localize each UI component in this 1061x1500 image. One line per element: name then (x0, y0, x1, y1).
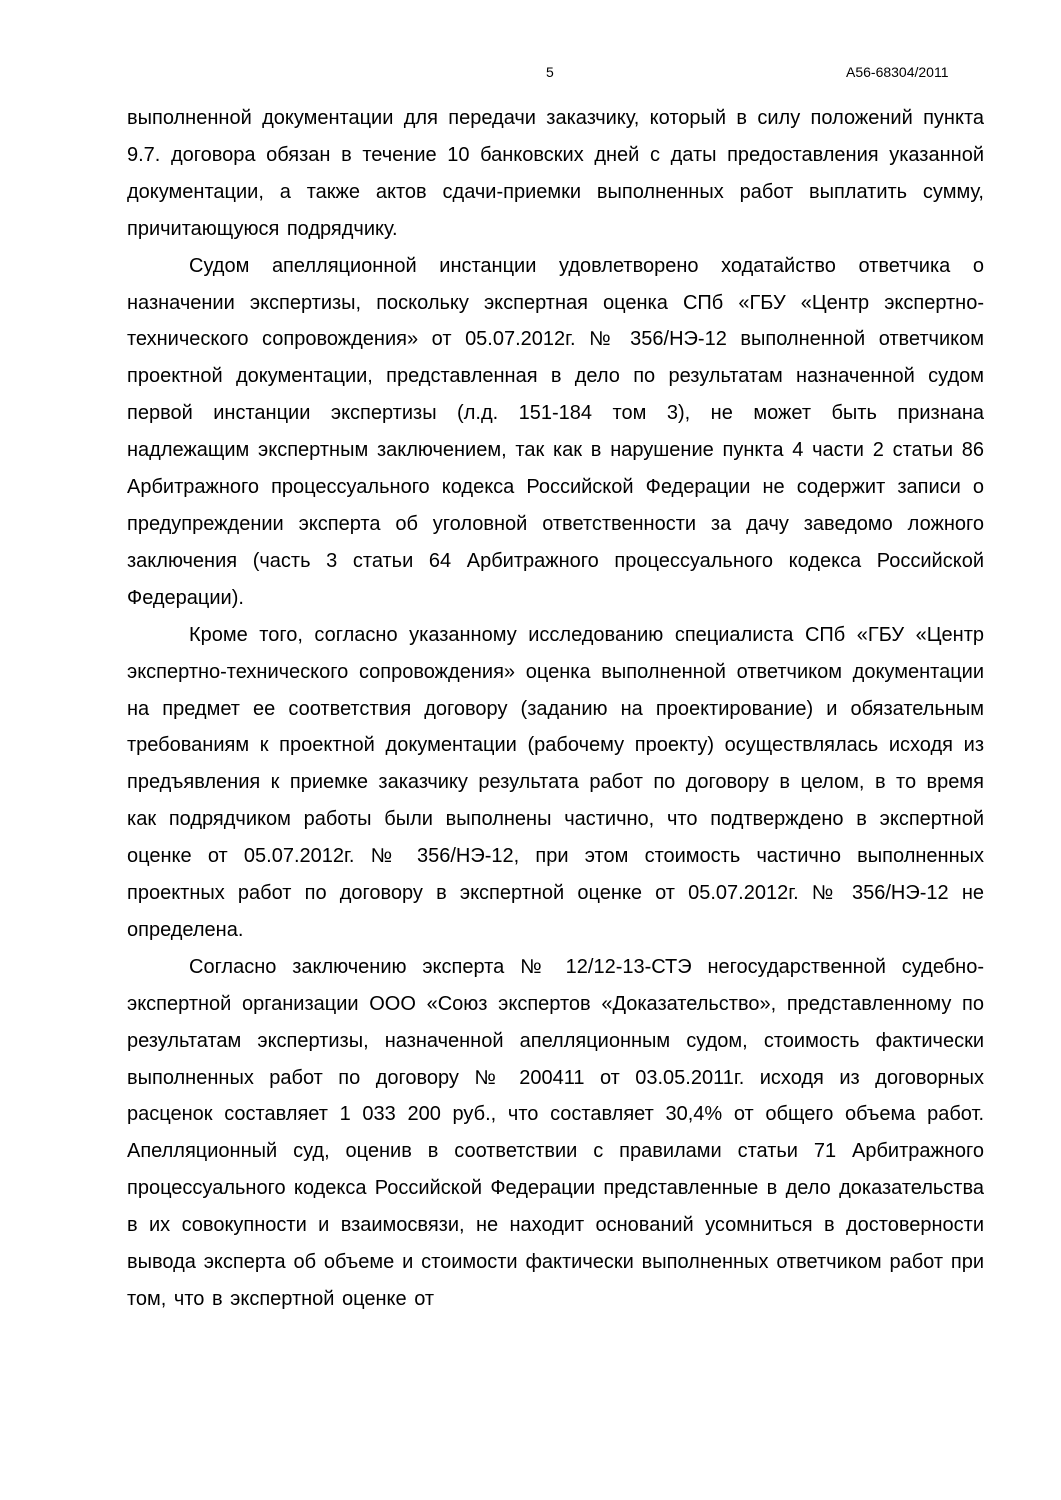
paragraph-specialist-study: Кроме того, согласно указанному исследованию специалиста СПб «ГБУ «Центр экспертно-технического сопровождения» оценка выполненной ответчиком документации на предмет ее соответствия договору (заданию на проектирование) и обязательным требованиям к проектной документации (рабочему проекту) осуществлялась исходя из предъявления к приемке заказчику результата работ по договору в целом, в то время как подрядчиком работы были выполнены частично, что подтверждено в экспертной оценке от 05.07.2012г. № 356/НЭ-12, при этом стоимость частично выполненных проектных работ по договору в экспертной оценке от 05.07.2012г. № 356/НЭ-12 не определена. (127, 623, 984, 941)
page-number: 5 (546, 64, 554, 80)
paragraph-continuation: выполненной документации для передачи заказчику, который в силу положений пункта 9.7. договора обязан в течение 10 банковских дней с даты предоставления указанной документации, а также актов сдачи-приемки выполненных работ выплатить сумму, причитающуюся подрядчику. (127, 107, 984, 240)
paragraph-expertise-motion: Судом апелляционной инстанции удовлетворено ходатайство ответчика о назначении экспертизы, поскольку экспертная оценка СПб «ГБУ «Центр экспертно-технического сопровождения» от 05.07.2012г. № 356/НЭ-12 выполненной ответчиком проектной документации, представленная в дело по результатам назначенной судом первой инстанции экспертизы (л.д. 151-184 том 3), не может быть признана надлежащим экспертным заключением, так как в нарушение пункта 4 части 2 статьи 86 Арбитражного процессуального кодекса Российской Федерации не содержит записи о предупреждении эксперта об уголовной ответственности за дачу заведомо ложного заключения (часть 3 статьи 64 Арбитражного процессуального кодекса Российской Федерации). (127, 254, 984, 609)
paragraph-expert-conclusion: Согласно заключению эксперта № 12/12-13-СТЭ негосударственной судебно-экспертной организации ООО «Союз экспертов «Доказательство», представленному по результатам экспертизы, назначенной апелляционным судом, стоимость фактически выполненных работ по договору № 200411 от 03.05.2011г. исходя из договорных расценок составляет 1 033 200 руб., что составляет 30,4% от общего объема работ. Апелляционный суд, оценив в соответствии с правилами статьи 71 Арбитражного процессуального кодекса Российской Федерации представленные в дело доказательства в их совокупности и взаимосвязи, не находит оснований усомниться в достоверности вывода эксперта об объеме и стоимости фактически выполненных ответчиком работ при том, что в экспертной оценке от (127, 955, 984, 1310)
case-number: А56-68304/2011 (846, 64, 949, 80)
document-body (127, 100, 984, 1318)
